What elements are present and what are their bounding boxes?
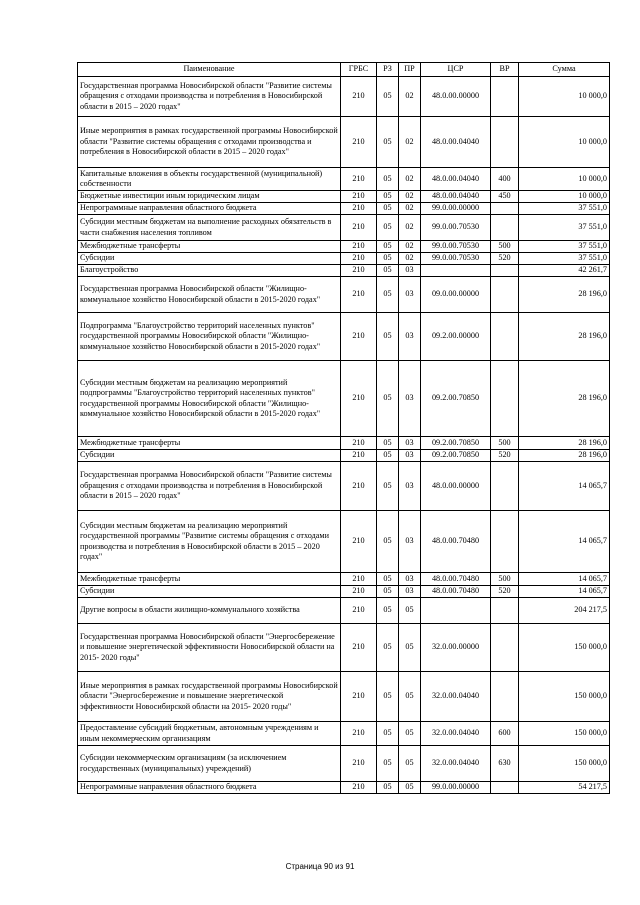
- row-name: Субсидии: [78, 450, 341, 462]
- row-pr: 02: [399, 191, 421, 203]
- table-row: [78, 277, 610, 313]
- row-sum: 28 196,0: [519, 450, 610, 462]
- row-csr: 99.0.00.00000: [421, 203, 491, 215]
- table-row: [78, 450, 610, 462]
- row-grbs: 210: [341, 361, 377, 437]
- row-name: Бюджетные инвестиции иным юридическим лицам: [78, 191, 341, 203]
- row-vr: [491, 77, 519, 117]
- row-rz: 05: [377, 168, 399, 191]
- row-rz: 05: [377, 277, 399, 313]
- row-grbs: 210: [341, 203, 377, 215]
- row-sum: 204 217,5: [519, 598, 610, 624]
- table-row: [78, 437, 610, 450]
- row-csr: 48.0.00.04040: [421, 117, 491, 168]
- table-row: [78, 586, 610, 598]
- row-vr: [491, 462, 519, 511]
- row-pr: 03: [399, 450, 421, 462]
- row-pr: 03: [399, 277, 421, 313]
- row-rz: 05: [377, 573, 399, 586]
- row-name: Субсидии некоммерческим организациям (за исключением государственных (муниципальных) учреждений): [78, 746, 341, 782]
- row-rz: 05: [377, 313, 399, 361]
- table-row: [78, 313, 610, 361]
- row-csr: 32.0.00.00000: [421, 624, 491, 672]
- row-pr: 03: [399, 437, 421, 450]
- row-grbs: 210: [341, 598, 377, 624]
- table-header-row: [78, 63, 610, 77]
- row-vr: [491, 361, 519, 437]
- row-sum: 28 196,0: [519, 313, 610, 361]
- row-csr: 09.2.00.70850: [421, 450, 491, 462]
- row-name: Межбюджетные трансферты: [78, 241, 341, 253]
- table-row: [78, 462, 610, 511]
- row-pr: 02: [399, 168, 421, 191]
- row-csr: 48.0.00.00000: [421, 462, 491, 511]
- row-grbs: 210: [341, 573, 377, 586]
- row-vr: 500: [491, 573, 519, 586]
- row-grbs: 210: [341, 168, 377, 191]
- row-name: Иные мероприятия в рамках государственной программы Новосибирской области "Развитие системы обращения с отходами производства и потребления в Новосибирской области в 2015 – 2020 годах": [78, 117, 341, 168]
- row-sum: 10 000,0: [519, 191, 610, 203]
- row-pr: 05: [399, 672, 421, 722]
- row-csr: 32.0.00.04040: [421, 672, 491, 722]
- row-pr: 03: [399, 265, 421, 277]
- row-csr: 99.0.00.70530: [421, 253, 491, 265]
- row-name: Непрограммные направления областного бюджета: [78, 782, 341, 794]
- row-sum: 28 196,0: [519, 437, 610, 450]
- row-vr: [491, 598, 519, 624]
- row-grbs: 210: [341, 215, 377, 241]
- table-row: [78, 782, 610, 794]
- row-name: Непрограммные направления областного бюджета: [78, 203, 341, 215]
- table-row: [78, 215, 610, 241]
- row-sum: 10 000,0: [519, 117, 610, 168]
- row-vr: 520: [491, 253, 519, 265]
- row-vr: 500: [491, 241, 519, 253]
- row-rz: 05: [377, 746, 399, 782]
- row-grbs: 210: [341, 722, 377, 746]
- row-pr: 02: [399, 117, 421, 168]
- row-name: Межбюджетные трансферты: [78, 437, 341, 450]
- row-pr: 03: [399, 573, 421, 586]
- row-rz: 05: [377, 215, 399, 241]
- row-vr: [491, 313, 519, 361]
- header-name: Паименование: [78, 63, 341, 77]
- row-rz: 05: [377, 598, 399, 624]
- row-pr: 03: [399, 361, 421, 437]
- row-rz: 05: [377, 253, 399, 265]
- row-sum: 28 196,0: [519, 361, 610, 437]
- table-row: [78, 265, 610, 277]
- row-csr: 48.0.00.70480: [421, 511, 491, 573]
- row-grbs: 210: [341, 782, 377, 794]
- row-grbs: 210: [341, 462, 377, 511]
- row-sum: 14 065,7: [519, 511, 610, 573]
- row-pr: 05: [399, 624, 421, 672]
- row-name: Государственная программа Новосибирской области "Жилищно-коммунальное хозяйство Новосибирской области в 2015-2020 годах": [78, 277, 341, 313]
- row-rz: 05: [377, 672, 399, 722]
- row-pr: 02: [399, 241, 421, 253]
- row-name: Субсидии местным бюджетам на реализацию мероприятий подпрограммы "Благоустройство территорий населенных пунктов" государственной программы Новосибирской области "Жилищно-коммунальное хозяйство Новосибирской области в 2015-2020 годах": [78, 361, 341, 437]
- row-name: Предоставление субсидий бюджетным, автономным учреждениям и иным некоммерческим организациям: [78, 722, 341, 746]
- row-pr: 05: [399, 598, 421, 624]
- row-rz: 05: [377, 191, 399, 203]
- row-grbs: 210: [341, 746, 377, 782]
- row-sum: 28 196,0: [519, 277, 610, 313]
- header-grbs: ГРБС: [341, 63, 377, 77]
- row-csr: 09.2.00.70850: [421, 361, 491, 437]
- row-vr: 630: [491, 746, 519, 782]
- budget-table: [77, 62, 610, 794]
- row-csr: 48.0.00.70480: [421, 573, 491, 586]
- row-grbs: 210: [341, 77, 377, 117]
- row-name: Государственная программа Новосибирской области "Энергосбережение и повышение энергетической эффективности Новосибирской области на 2015- 2020 годы": [78, 624, 341, 672]
- table-row: [78, 168, 610, 191]
- row-vr: 500: [491, 437, 519, 450]
- table-row: [78, 573, 610, 586]
- row-grbs: 210: [341, 672, 377, 722]
- header-rz: РЗ: [377, 63, 399, 77]
- table-row: [78, 511, 610, 573]
- row-csr: 99.0.00.70530: [421, 215, 491, 241]
- row-csr: 48.0.00.70480: [421, 586, 491, 598]
- row-sum: 54 217,5: [519, 782, 610, 794]
- row-vr: [491, 672, 519, 722]
- row-rz: 05: [377, 511, 399, 573]
- table-row: [78, 361, 610, 437]
- row-csr: 48.0.00.04040: [421, 191, 491, 203]
- row-csr: 09.2.00.70850: [421, 437, 491, 450]
- row-csr: 09.0.00.00000: [421, 277, 491, 313]
- row-csr: 48.0.00.00000: [421, 77, 491, 117]
- row-vr: [491, 782, 519, 794]
- row-name: Межбюджетные трансферты: [78, 573, 341, 586]
- row-rz: 05: [377, 624, 399, 672]
- row-pr: 05: [399, 782, 421, 794]
- row-rz: 05: [377, 117, 399, 168]
- table-row: [78, 191, 610, 203]
- row-name: Капитальные вложения в объекты государственной (муниципальной) собственности: [78, 168, 341, 191]
- row-grbs: 210: [341, 313, 377, 361]
- row-vr: 520: [491, 586, 519, 598]
- row-sum: 37 551,0: [519, 215, 610, 241]
- row-sum: 37 551,0: [519, 253, 610, 265]
- header-pr: ПР: [399, 63, 421, 77]
- row-sum: 14 065,7: [519, 573, 610, 586]
- row-grbs: 210: [341, 450, 377, 462]
- row-pr: 05: [399, 746, 421, 782]
- row-name: Благоустройство: [78, 265, 341, 277]
- row-vr: [491, 265, 519, 277]
- row-pr: 03: [399, 462, 421, 511]
- row-rz: 05: [377, 203, 399, 215]
- row-sum: 150 000,0: [519, 722, 610, 746]
- row-rz: 05: [377, 265, 399, 277]
- row-sum: 14 065,7: [519, 462, 610, 511]
- row-vr: 600: [491, 722, 519, 746]
- row-sum: 42 261,7: [519, 265, 610, 277]
- row-rz: 05: [377, 462, 399, 511]
- row-grbs: 210: [341, 586, 377, 598]
- row-grbs: 210: [341, 265, 377, 277]
- row-vr: [491, 511, 519, 573]
- row-grbs: 210: [341, 511, 377, 573]
- page-number: Страница 90 из 91: [285, 862, 355, 871]
- row-rz: 05: [377, 241, 399, 253]
- row-rz: 05: [377, 782, 399, 794]
- row-name: Государственная программа Новосибирской области "Развитие системы обращения с отходами производства и потребления в Новосибирской области в 2015 – 2020 годах": [78, 462, 341, 511]
- row-sum: 150 000,0: [519, 624, 610, 672]
- header-sum: Сумма: [519, 63, 610, 77]
- row-csr: [421, 598, 491, 624]
- row-vr: 520: [491, 450, 519, 462]
- row-rz: 05: [377, 450, 399, 462]
- row-rz: 05: [377, 586, 399, 598]
- row-vr: [491, 215, 519, 241]
- row-rz: 05: [377, 361, 399, 437]
- row-rz: 05: [377, 77, 399, 117]
- row-csr: 99.0.00.70530: [421, 241, 491, 253]
- row-grbs: 210: [341, 241, 377, 253]
- row-csr: 99.0.00.00000: [421, 782, 491, 794]
- row-sum: 150 000,0: [519, 672, 610, 722]
- table-row: [78, 746, 610, 782]
- row-pr: 03: [399, 313, 421, 361]
- row-vr: [491, 203, 519, 215]
- table-row: [78, 117, 610, 168]
- table-row: [78, 241, 610, 253]
- row-name: Государственная программа Новосибирской области "Развитие системы обращения с отходами производства и потребления в Новосибирской области в 2015 – 2020 годах": [78, 77, 341, 117]
- row-vr: [491, 624, 519, 672]
- header-csr: ЦСР: [421, 63, 491, 77]
- row-csr: 32.0.00.04040: [421, 746, 491, 782]
- row-name: Субсидии местным бюджетам на реализацию мероприятий государственной программы "Развитие системы обращения с отходами производства и потребления в Новосибирской области в 2015 – 2020 годах": [78, 511, 341, 573]
- row-vr: [491, 117, 519, 168]
- table-row: [78, 253, 610, 265]
- row-name: Субсидии местным бюджетам на выполнение расходных обязательств в части снабжения населения топливом: [78, 215, 341, 241]
- row-sum: 10 000,0: [519, 77, 610, 117]
- row-grbs: 210: [341, 277, 377, 313]
- table-row: [78, 722, 610, 746]
- row-sum: 150 000,0: [519, 746, 610, 782]
- row-pr: 02: [399, 215, 421, 241]
- row-sum: 37 551,0: [519, 203, 610, 215]
- table-row: [78, 624, 610, 672]
- row-grbs: 210: [341, 437, 377, 450]
- row-csr: [421, 265, 491, 277]
- row-grbs: 210: [341, 624, 377, 672]
- row-csr: 48.0.00.04040: [421, 168, 491, 191]
- table-row: [78, 672, 610, 722]
- row-sum: 14 065,7: [519, 586, 610, 598]
- row-pr: 05: [399, 722, 421, 746]
- row-rz: 05: [377, 437, 399, 450]
- table-row: [78, 77, 610, 117]
- row-vr: [491, 277, 519, 313]
- row-grbs: 210: [341, 117, 377, 168]
- table-row: [78, 598, 610, 624]
- row-name: Иные мероприятия в рамках государственной программы Новосибирской области "Энергосбережение и повышение энергетической эффективности Новосибирской области на 2015- 2020 годы": [78, 672, 341, 722]
- row-name: Субсидии: [78, 586, 341, 598]
- row-name: Подпрограмма "Благоустройство территорий населенных пунктов" государственной программы Новосибирской области "Жилищно-коммунальное хозяйство Новосибирской области в 2015-2020 годах": [78, 313, 341, 361]
- header-vr: ВР: [491, 63, 519, 77]
- row-grbs: 210: [341, 253, 377, 265]
- row-vr: 400: [491, 168, 519, 191]
- row-pr: 02: [399, 203, 421, 215]
- row-sum: 37 551,0: [519, 241, 610, 253]
- row-name: Субсидии: [78, 253, 341, 265]
- row-pr: 03: [399, 511, 421, 573]
- row-pr: 02: [399, 77, 421, 117]
- row-csr: 09.2.00.00000: [421, 313, 491, 361]
- row-pr: 02: [399, 253, 421, 265]
- row-csr: 32.0.00.04040: [421, 722, 491, 746]
- row-sum: 10 000,0: [519, 168, 610, 191]
- table-row: [78, 203, 610, 215]
- row-grbs: 210: [341, 191, 377, 203]
- row-vr: 450: [491, 191, 519, 203]
- row-pr: 03: [399, 586, 421, 598]
- row-name: Другие вопросы в области жилищно-коммунального хозяйства: [78, 598, 341, 624]
- row-rz: 05: [377, 722, 399, 746]
